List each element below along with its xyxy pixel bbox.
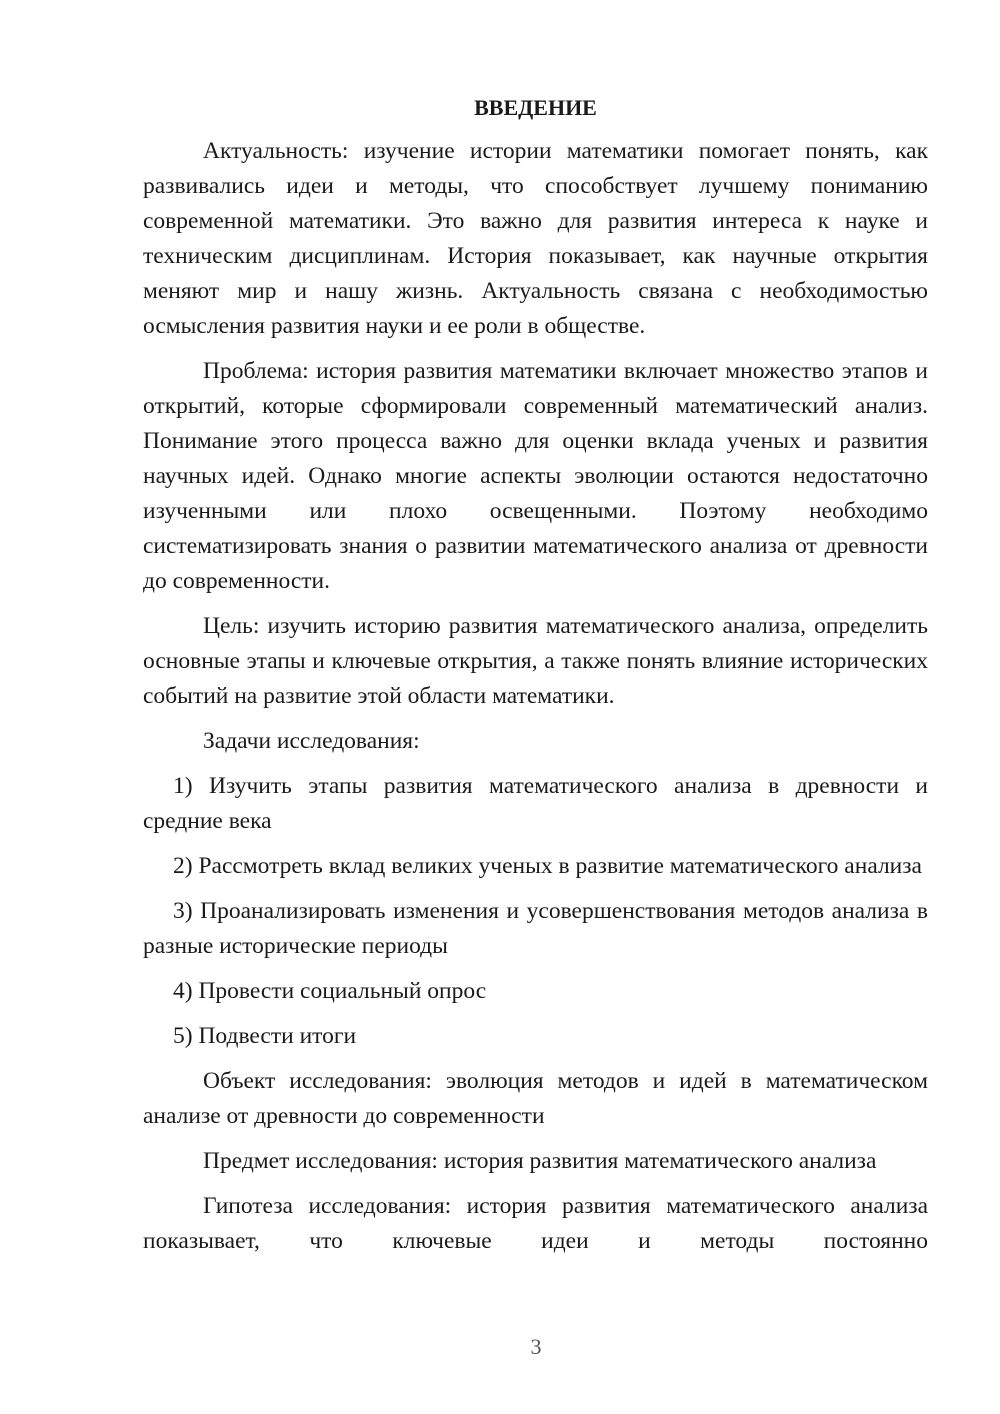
page-content [143, 92, 928, 1269]
task-item: 2) Рассмотреть вклад великих ученых в развитие математического анализа [173, 853, 922, 879]
task-item: 3) Проанализировать изменения и усовершенствования методов анализа в разные исторические периоды [143, 898, 928, 959]
task-item: 5) Подвести итоги [173, 1023, 357, 1049]
task-item: 4) Провести социальный опрос [173, 978, 487, 1004]
problem-paragraph: Проблема: история развития математики включает множество этапов и открытий, которые сформировали современный математический анализ. Понимание этого процесса важно для оценки вклада ученых и развития научных идей. Однако многие аспекты эволюции остаются недостаточно изученными или плохо освещенными. Поэтому необходимо систематизировать знания о развитии математического анализа от древности до современности. [143, 358, 928, 594]
tasks-heading: Задачи исследования: [203, 728, 420, 754]
subject-paragraph: Предмет исследования: история развития математического анализа [203, 1148, 877, 1174]
page-number: 3 [530, 1334, 542, 1359]
hypothesis-paragraph: Гипотеза исследования: история развития математического анализа показывает, что ключевые идеи и методы постоянно [143, 1193, 928, 1254]
goal-paragraph: Цель: изучить историю развития математического анализа, определить основные этапы и ключевые открытия, а также понять влияние исторических событий на развитие этой области математики. [143, 613, 928, 709]
task-item: 1) Изучить этапы развития математического анализа в древности и средние века [143, 773, 928, 834]
object-paragraph: Объект исследования: эволюция методов и идей в математическом анализе от древности до современности [143, 1068, 928, 1129]
relevance-paragraph: Актуальность: изучение истории математики помогает понять, как развивались идеи и методы, что способствует лучшему пониманию современной математики. Это важно для развития интереса к науке и техническим дисциплинам. История показывает, как научные открытия меняют мир и нашу жизнь. Актуальность связана с необходимостью осмысления развития науки и ее роли в обществе. [143, 138, 928, 339]
section-title: ВВЕДЕНИЕ [474, 95, 597, 120]
